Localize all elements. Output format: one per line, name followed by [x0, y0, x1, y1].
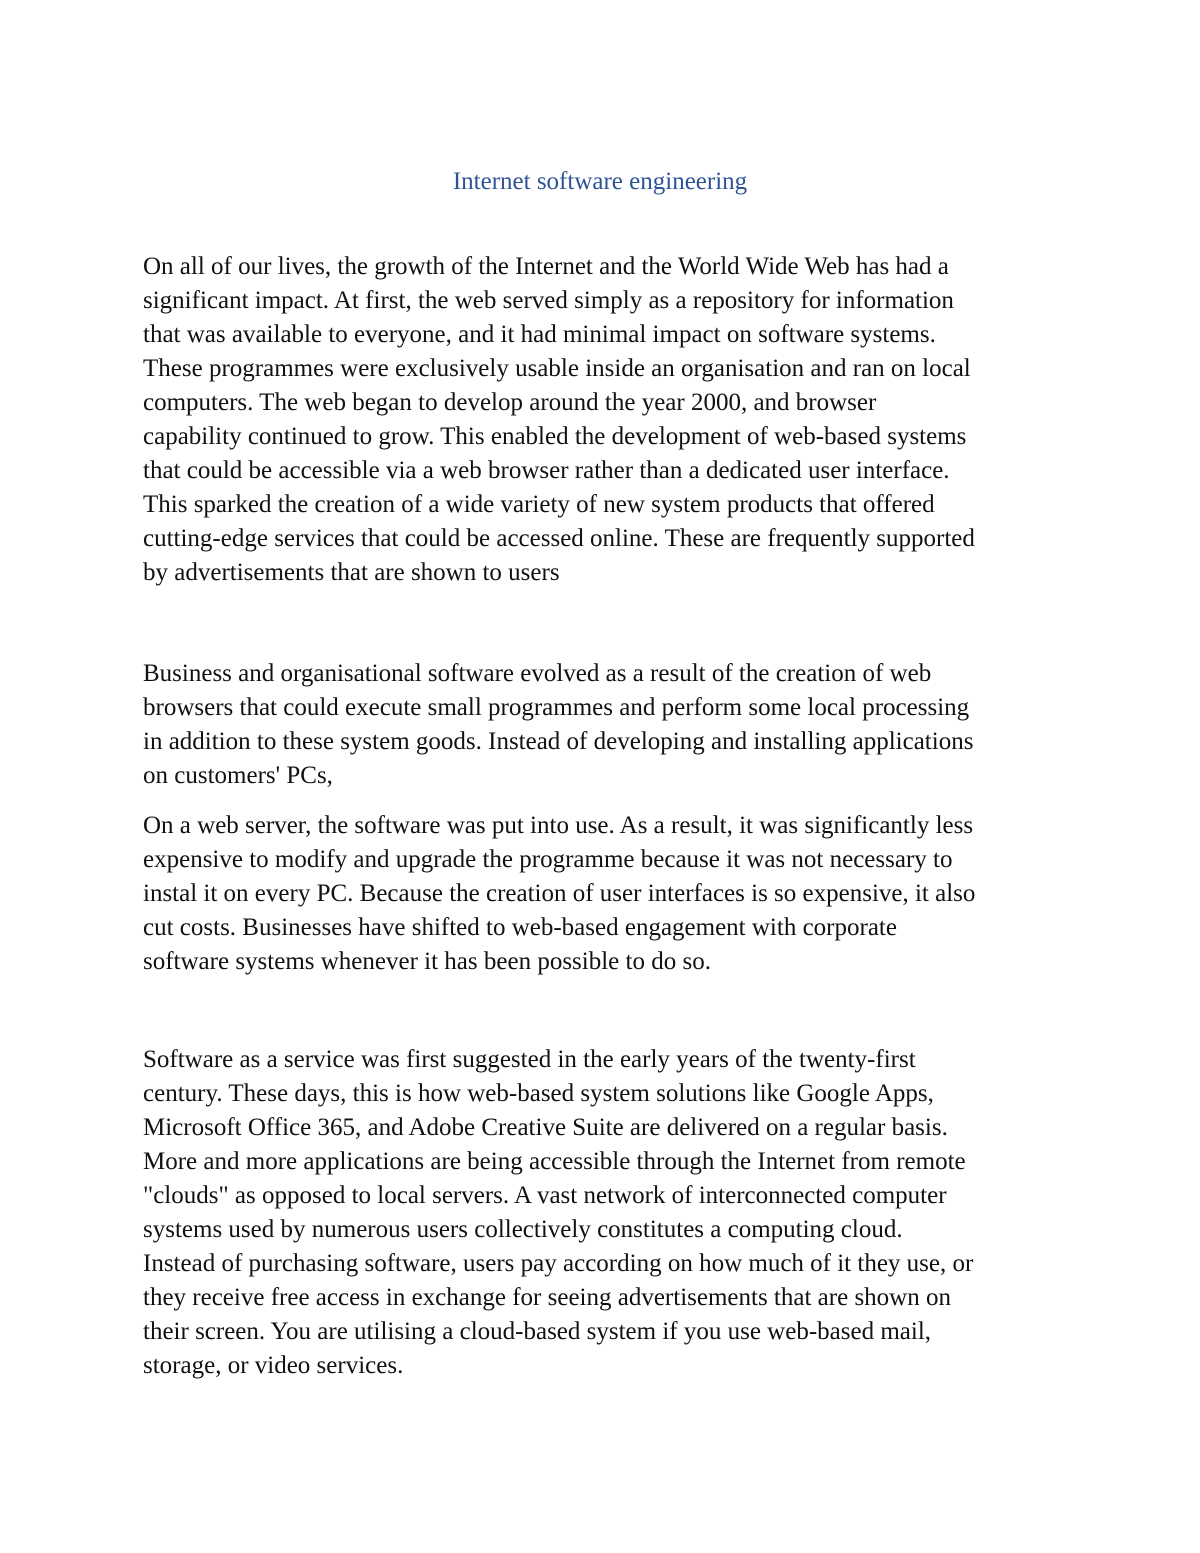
paragraph-line: expensive to modify and upgrade the programme because it was not necessary to	[143, 846, 953, 873]
paragraph-line: On all of our lives, the growth of the Internet and the World Wide Web has had a	[143, 253, 949, 280]
paragraph-line: by advertisements that are shown to users	[143, 559, 560, 586]
paragraph-business-software	[143, 657, 1073, 793]
paragraph-line: Software as a service was first suggested in the early years of the twenty-first	[143, 1046, 916, 1073]
paragraph-line: their screen. You are utilising a cloud-based system if you use web-based mail,	[143, 1318, 932, 1345]
paragraph-line: computers. The web began to develop around the year 2000, and browser	[143, 389, 877, 416]
paragraph-line: software systems whenever it has been possible to do so.	[143, 948, 711, 975]
paragraph-line: These programmes were exclusively usable inside an organisation and ran on local	[143, 355, 971, 382]
paragraph-line: cut costs. Businesses have shifted to web-based engagement with corporate	[143, 914, 897, 941]
paragraph-line: More and more applications are being accessible through the Internet from remote	[143, 1148, 966, 1175]
paragraph-line: they receive free access in exchange for seeing advertisements that are shown on	[143, 1284, 951, 1311]
paragraph-line: cutting-edge services that could be accessed online. These are frequently supported	[143, 525, 975, 552]
paragraph-line: in addition to these system goods. Instead of developing and installing applications	[143, 728, 974, 755]
paragraph-line: "clouds" as opposed to local servers. A vast network of interconnected computer	[143, 1182, 947, 1209]
paragraph-software-as-service	[143, 1043, 1073, 1383]
paragraph-web-server	[143, 809, 1073, 979]
paragraph-internet-growth	[143, 250, 1073, 590]
paragraph-line: that could be accessible via a web browser rather than a dedicated user interface.	[143, 457, 950, 484]
paragraph-line: capability continued to grow. This enabled the development of web-based systems	[143, 423, 967, 450]
paragraph-line: century. These days, this is how web-based system solutions like Google Apps,	[143, 1080, 934, 1107]
document-title: Internet software engineering	[452, 168, 748, 195]
paragraph-line: This sparked the creation of a wide variety of new system products that offered	[143, 491, 935, 518]
paragraph-line: Business and organisational software evolved as a result of the creation of web	[143, 660, 932, 687]
paragraph-line: that was available to everyone, and it had minimal impact on software systems.	[143, 321, 936, 348]
paragraph-line: instal it on every PC. Because the creation of user interfaces is so expensive, it also	[143, 880, 976, 907]
paragraph-line: significant impact. At first, the web served simply as a repository for information	[143, 287, 954, 314]
paragraph-line: On a web server, the software was put into use. As a result, it was significantly less	[143, 812, 974, 839]
paragraph-line: browsers that could execute small programmes and perform some local processing	[143, 694, 970, 721]
paragraph-line: systems used by numerous users collectively constitutes a computing cloud.	[143, 1216, 903, 1243]
paragraph-line: on customers' PCs,	[143, 762, 333, 789]
paragraph-line: Instead of purchasing software, users pay according on how much of it they use, or	[143, 1250, 974, 1277]
paragraph-line: storage, or video services.	[143, 1352, 404, 1379]
paragraph-line: Microsoft Office 365, and Adobe Creative Suite are delivered on a regular basis.	[143, 1114, 948, 1141]
